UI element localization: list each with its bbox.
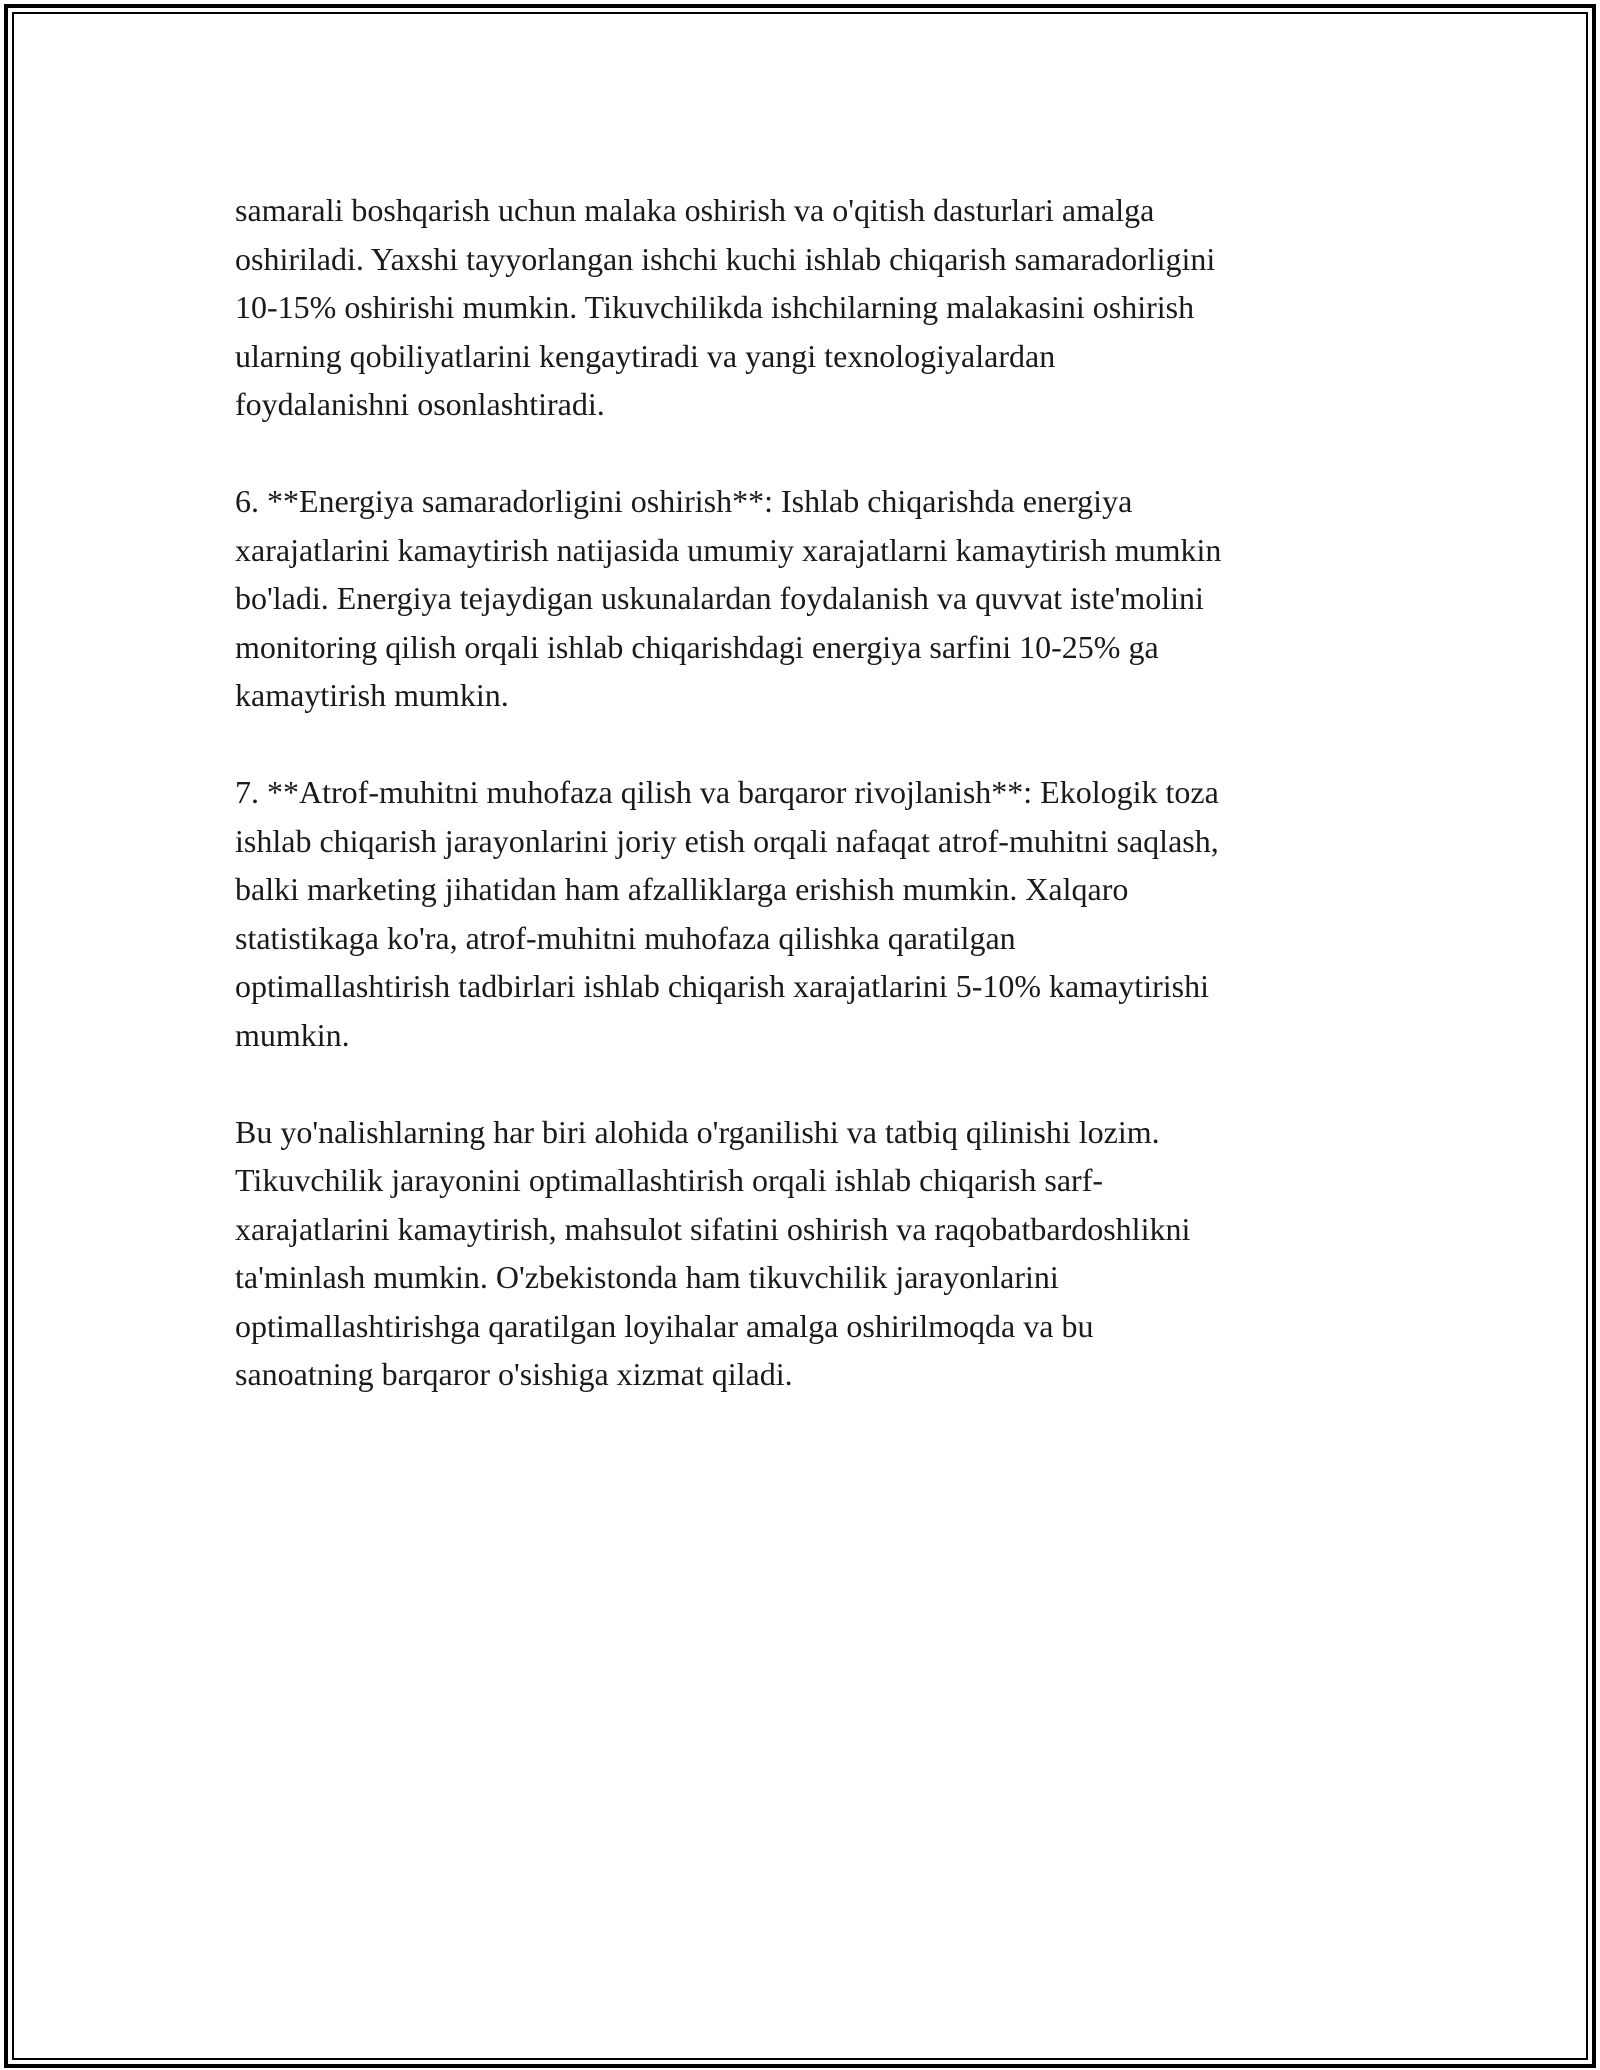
text-line: ularning qobiliyatlarini kengaytiradi va yangi texnologiyalardan — [235, 337, 1056, 374]
text-line: oshiriladi. Yaxshi tayyorlangan ishchi kuchi ishlab chiqarish samaradorligini — [235, 240, 1216, 277]
text-line: balki marketing jihatidan ham afzalliklarga erishish mumkin. Xalqaro — [235, 871, 1129, 907]
document-body — [235, 186, 1365, 1447]
paragraph-conclusion — [235, 1108, 1365, 1399]
text-line: optimallashtirish tadbirlari ishlab chiqarish xarajatlarini 5-10% kamaytirishi — [235, 968, 1209, 1004]
paragraph-energy-efficiency — [235, 477, 1365, 720]
text-line: xarajatlarini kamaytirish, mahsulot sifatini oshirish va raqobatbardoshlikni — [235, 1210, 1191, 1247]
text-line: xarajatlarini kamaytirish natijasida umumiy xarajatlarni kamaytirish mumkin — [235, 531, 1222, 568]
paragraph-workforce-training — [235, 186, 1365, 429]
text-line: foydalanishni osonlashtiradi. — [235, 386, 605, 422]
text-line: ta'minlash mumkin. O'zbekistonda ham tikuvchilik jarayonlarini — [235, 1259, 1059, 1295]
text-line: kamaytirish mumkin. — [235, 677, 509, 713]
text-line: 7. **Atrof-muhitni muhofaza qilish va barqaror rivojlanish**: Ekologik toza — [235, 774, 1219, 810]
text-line: Bu yo'nalishlarning har biri alohida o'rganilishi va tatbiq qilinishi lozim. — [235, 1113, 1160, 1150]
text-line: Tikuvchilik jarayonini optimallashtirish orqali ishlab chiqarish sarf- — [235, 1162, 1104, 1198]
paragraph-environment-protection — [235, 768, 1365, 1059]
text-line: mumkin. — [235, 1016, 350, 1053]
text-line: 6. **Energiya samaradorligini oshirish**: Ishlab chiqarishda energiya — [235, 483, 1133, 519]
text-line: statistikaga ko'ra, atrof-muhitni muhofaza qilishka qaratilgan — [235, 919, 1016, 956]
text-line: sanoatning barqaror o'sishiga xizmat qiladi. — [235, 1356, 793, 1392]
text-line: bo'ladi. Energiya tejaydigan uskunalardan foydalanish va quvvat iste'molini — [235, 580, 1204, 616]
text-line: 10-15% oshirishi mumkin. Tikuvchilikda ishchilarning malakasini oshirish — [235, 289, 1195, 325]
text-line: monitoring qilish orqali ishlab chiqarishdagi energiya sarfini 10-25% ga — [235, 628, 1159, 665]
text-line: optimallashtirishga qaratilgan loyihalar amalga oshirilmoqda va bu — [235, 1307, 1094, 1344]
text-line: ishlab chiqarish jarayonlarini joriy etish orqali nafaqat atrof-muhitni saqlash, — [235, 822, 1219, 859]
text-line: samarali boshqarish uchun malaka oshirish va o'qitish dasturlari amalga — [235, 192, 1155, 228]
